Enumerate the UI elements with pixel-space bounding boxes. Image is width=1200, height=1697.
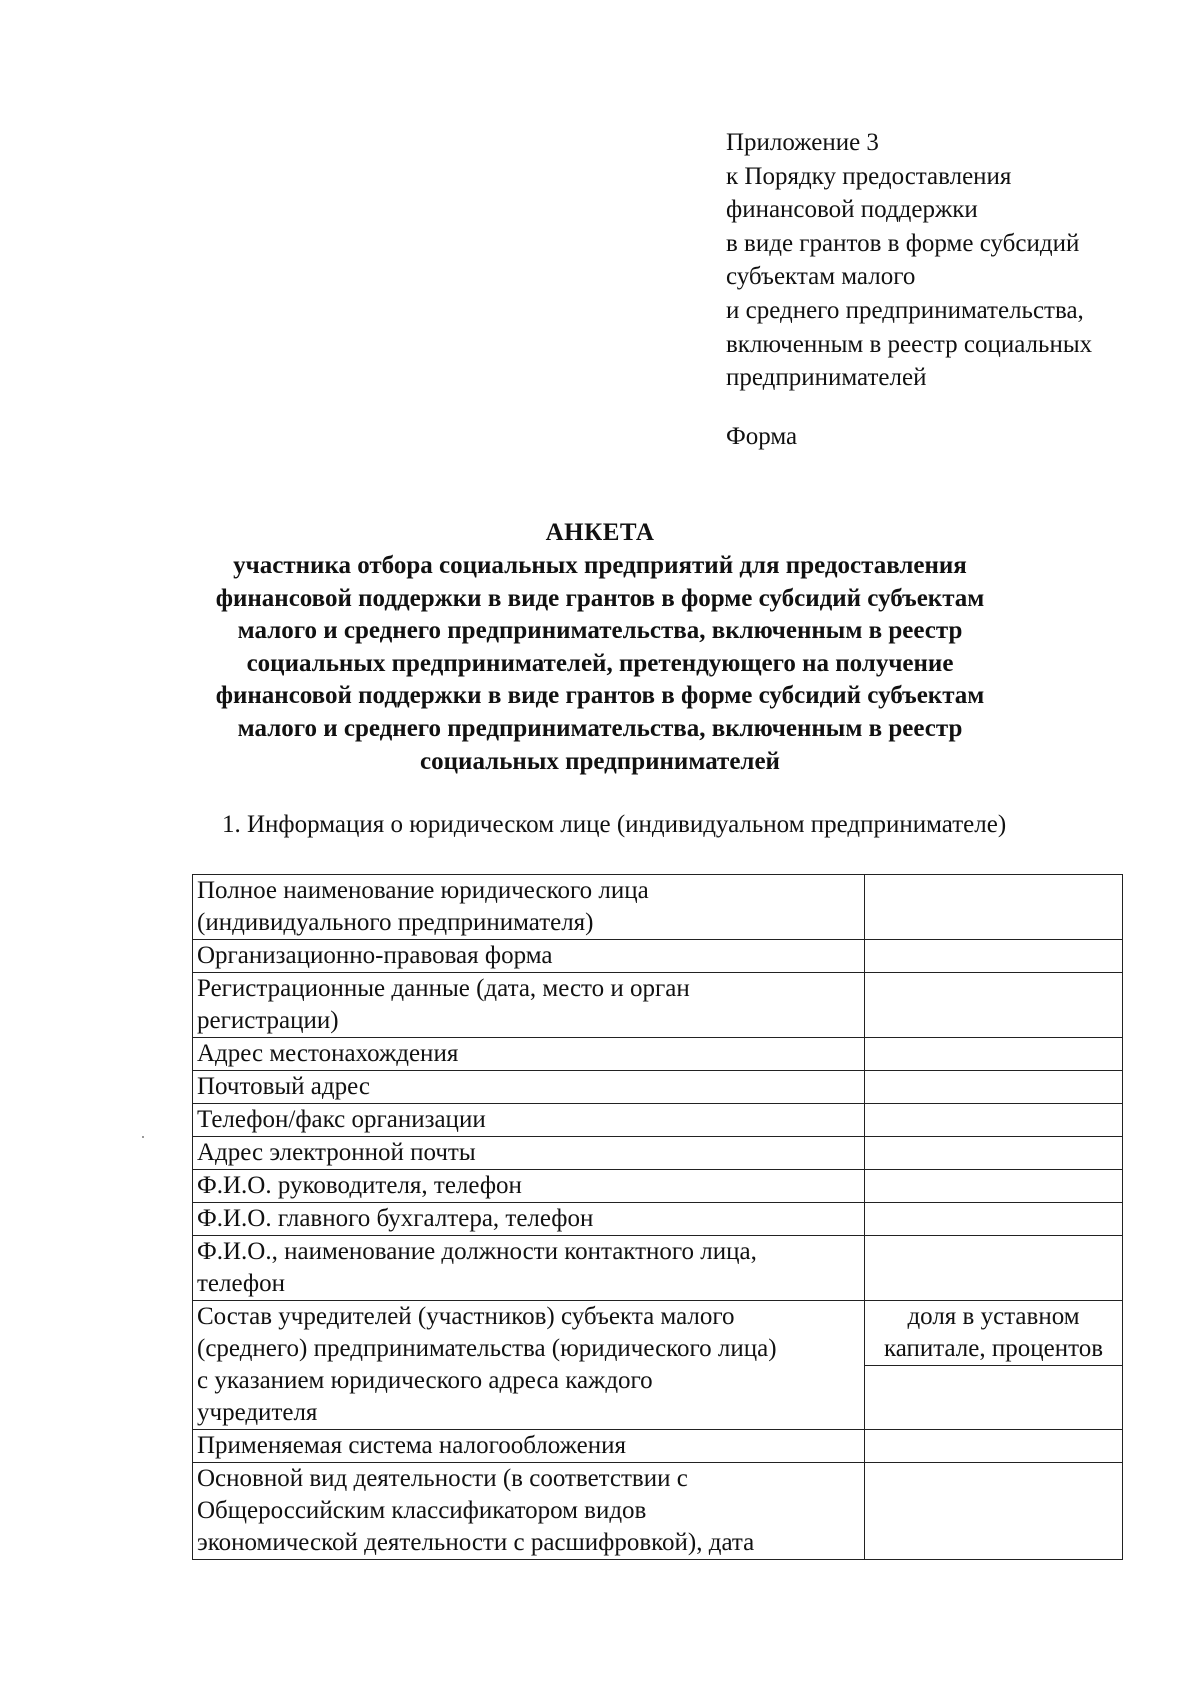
row-label-line: экономической деятельности с расшифровкой), дата — [197, 1529, 755, 1556]
share-value-cell[interactable] — [865, 1366, 1123, 1430]
row-label-line: Ф.И.О., наименование должности контактного лица, — [197, 1238, 757, 1265]
row-label-line: регистрации) — [197, 1007, 339, 1034]
appendix-line: включенным в реестр социальных — [726, 330, 1093, 358]
row-label-line: Организационно-правовая форма — [197, 942, 553, 969]
row-label-founders — [193, 1301, 865, 1430]
row-label-line: Регистрационные данные (дата, место и орган — [197, 975, 690, 1002]
row-label — [193, 1430, 865, 1463]
title-subtitle-line: участника отбора социальных предприятий для предоставления — [233, 552, 967, 579]
title-subtitle-line: финансовой поддержки в виде грантов в форме субсидий субъектам — [215, 584, 985, 612]
appendix-header — [726, 126, 1166, 395]
row-label-line: Состав учредителей (участников) субъекта малого — [197, 1303, 735, 1330]
row-label-line: Почтовый адрес — [197, 1073, 370, 1100]
row-label-line: учредителя — [197, 1399, 318, 1426]
value-cell[interactable] — [865, 1071, 1123, 1104]
value-cell[interactable] — [865, 940, 1123, 973]
share-header-line: доля в уставном — [907, 1303, 1080, 1330]
row-label-line: (индивидуального предпринимателя) — [197, 909, 594, 936]
table-row — [193, 875, 1123, 940]
table-row — [193, 1236, 1123, 1301]
table-row — [193, 973, 1123, 1038]
section-heading: 1. Информация о юридическом лице (индивидуальном предпринимателе) — [222, 811, 1007, 838]
appendix-line: к Порядку предоставления — [726, 162, 1012, 190]
table-row — [193, 1463, 1123, 1560]
row-label-line: (среднего) предпринимательства (юридического лица) — [197, 1335, 777, 1362]
appendix-line: и среднего предпринимательства, — [726, 296, 1084, 324]
value-cell[interactable] — [865, 875, 1123, 940]
scan-speck — [142, 1136, 144, 1138]
table-row-founders — [193, 1301, 1123, 1366]
value-cell[interactable] — [865, 1203, 1123, 1236]
row-label-line: с указанием юридического адреса каждого — [197, 1367, 653, 1394]
appendix-line: Приложение 3 — [726, 129, 879, 156]
row-label-line: Ф.И.О. руководителя, телефон — [197, 1172, 522, 1199]
row-label-line: Применяемая система налогообложения — [197, 1432, 626, 1459]
row-label-line: Телефон/факс организации — [197, 1106, 486, 1133]
value-cell[interactable] — [865, 1038, 1123, 1071]
table-row — [193, 1038, 1123, 1071]
table-row — [193, 1071, 1123, 1104]
table-row — [193, 1137, 1123, 1170]
value-cell[interactable] — [865, 973, 1123, 1038]
row-label — [193, 1170, 865, 1203]
info-table-body — [193, 875, 1123, 1560]
appendix-line: в виде грантов в форме субсидий — [726, 229, 1080, 257]
row-label — [193, 940, 865, 973]
title-subtitle-line: финансовой поддержки в виде грантов в форме субсидий субъектам — [215, 682, 985, 710]
value-cell[interactable] — [865, 1137, 1123, 1170]
table-row — [193, 1430, 1123, 1463]
row-label-line: Общероссийским классификатором видов — [197, 1497, 647, 1524]
appendix-line: финансовой поддержки — [726, 196, 978, 224]
value-cell[interactable] — [865, 1430, 1123, 1463]
row-label — [193, 1236, 865, 1301]
row-label — [193, 1104, 865, 1137]
table-row — [193, 940, 1123, 973]
row-label — [193, 875, 865, 940]
value-cell[interactable] — [865, 1463, 1123, 1560]
row-label — [193, 1038, 865, 1071]
appendix-line: субъектам малого — [726, 263, 916, 291]
share-header-cell — [865, 1301, 1123, 1366]
title-subtitle-line: социальных предпринимателей — [420, 747, 780, 775]
row-label — [193, 1137, 865, 1170]
row-label-line: телефон — [197, 1270, 285, 1297]
table-row — [193, 1104, 1123, 1137]
row-label-line: Адрес местонахождения — [197, 1040, 459, 1067]
info-table — [192, 874, 1123, 1560]
document-title — [150, 516, 1050, 778]
row-label-line: Полное наименование юридического лица — [197, 877, 649, 904]
table-row — [193, 1170, 1123, 1203]
table-row — [193, 1203, 1123, 1236]
appendix-line: предпринимателей — [726, 364, 927, 392]
title-main: АНКЕТА — [545, 519, 655, 546]
row-label-line: Ф.И.О. главного бухгалтера, телефон — [197, 1205, 594, 1232]
share-header-line: капитале, процентов — [883, 1335, 1104, 1362]
row-label — [193, 1071, 865, 1104]
row-label — [193, 973, 865, 1038]
value-cell[interactable] — [865, 1104, 1123, 1137]
row-label — [193, 1203, 865, 1236]
row-label — [193, 1463, 865, 1560]
title-subtitle-line: социальных предпринимателей, претендующего на получение — [246, 649, 954, 677]
title-subtitle-line: малого и среднего предпринимательства, включенным в реестр — [237, 714, 963, 742]
value-cell[interactable] — [865, 1236, 1123, 1301]
title-subtitle-line: малого и среднего предпринимательства, включенным в реестр — [237, 617, 963, 645]
row-label-line: Адрес электронной почты — [197, 1139, 476, 1166]
row-label-line: Основной вид деятельности (в соответствии с — [197, 1465, 688, 1492]
form-label: Форма — [726, 423, 798, 450]
value-cell[interactable] — [865, 1170, 1123, 1203]
